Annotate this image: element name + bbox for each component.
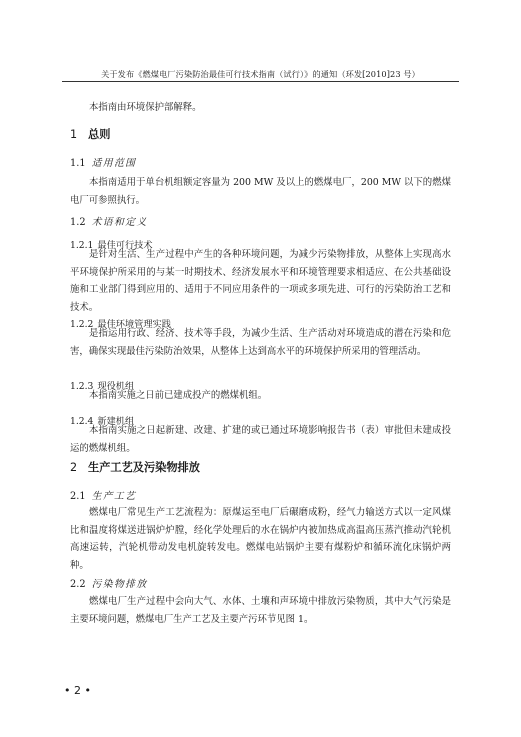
paragraph-2-2: 燃煤电厂生产过程中会向大气、水体、土壤和声环境中排放污染物质，其中大气污染是主要环境问题，燃煤电厂生产工艺及主要产污环节见图 1。 (70, 596, 451, 625)
section-number: 1 (70, 128, 78, 141)
item-number: 1.2.4 (70, 416, 94, 427)
paragraph-1-1: 本指南适用于单台机组额定容量为 200 MW 及以上的燃煤电厂，200 MW 以下的燃煤电厂可参照执行。 (70, 177, 451, 206)
intro-paragraph: 本指南由环境保护部解释。 (89, 102, 202, 113)
subsection-number: 2.1 (70, 491, 86, 502)
section-heading-1 (70, 126, 451, 142)
page-number: • 2 • (64, 684, 91, 697)
subsection-heading-1-1 (70, 155, 451, 169)
subsection-title: 术语和定义 (91, 217, 148, 228)
subsection-number: 1.1 (70, 158, 86, 169)
section-heading-2 (70, 459, 451, 475)
subsection-heading-2-2 (70, 576, 451, 590)
subsection-title: 生产工艺 (91, 491, 137, 502)
subsection-title: 污染物排放 (91, 579, 148, 590)
paragraph-1-2-1: 是针对生活、生产过程中产生的各种环境问题，为减少污染物排放，从整体上实现高水平环境保护所采用的与某一时期技术、经济发展水平和环境管理要求相适应、在公共基础设施和工业部门得到应用的、适用于不同应用条件的一项或多项先进、可行的污染防治工艺和技术。 (70, 249, 451, 313)
item-number: 1.2.1 (70, 240, 94, 251)
item-number: 1.2.2 (70, 319, 94, 330)
item-title: 现役机组 (97, 381, 135, 392)
section-title: 生产工艺及污染物排放 (88, 461, 200, 474)
paragraph-2-1: 燃煤电厂常见生产工艺流程为：原煤运至电厂后碾磨成粉，经气力输送方式以一定风煤比和温度将煤送进锅炉炉膛，经化学处理后的水在锅炉内被加热成高温高压蒸汽推动汽轮机高速运转，汽轮机带动发电机旋转发电。燃煤电站锅炉主要有煤粉炉和循环流化床锅炉两种。 (70, 507, 451, 571)
subsection-number: 1.2 (70, 217, 86, 228)
item-number: 1.2.3 (70, 381, 94, 392)
subsection-number: 2.2 (70, 579, 86, 590)
subsection-heading-2-1 (70, 488, 451, 502)
header-divider (62, 81, 459, 82)
item-title: 最佳环境管理实践 (97, 319, 171, 330)
paragraph-1-2-4: 本指南实施之日起新建、改建、扩建的或已通过环境影响报告书（表）审批但未建成投运的燃煤机组。 (70, 425, 451, 454)
subsection-heading-1-2 (70, 214, 451, 228)
running-header: 关于发布《燃煤电厂污染防治最佳可行技术指南（试行）》的通知（环发[2010]23 号） (101, 69, 420, 79)
section-title: 总则 (88, 128, 111, 141)
item-title: 新建机组 (97, 416, 135, 427)
item-title: 最佳可行技术 (97, 240, 153, 251)
paragraph-1-2-2: 是指运用行政、经济、技术等手段，为减少生活、生产活动对环境造成的潜在污染和危害，确保实现最佳污染防治效果，从整体上达到高水平的环境保护所采用的管理活动。 (70, 328, 451, 357)
paragraph-1-2-3: 本指南实施之日前已建成投产的燃煤机组。 (89, 390, 268, 401)
section-number: 2 (70, 461, 78, 474)
subsection-title: 适用范围 (91, 158, 137, 169)
